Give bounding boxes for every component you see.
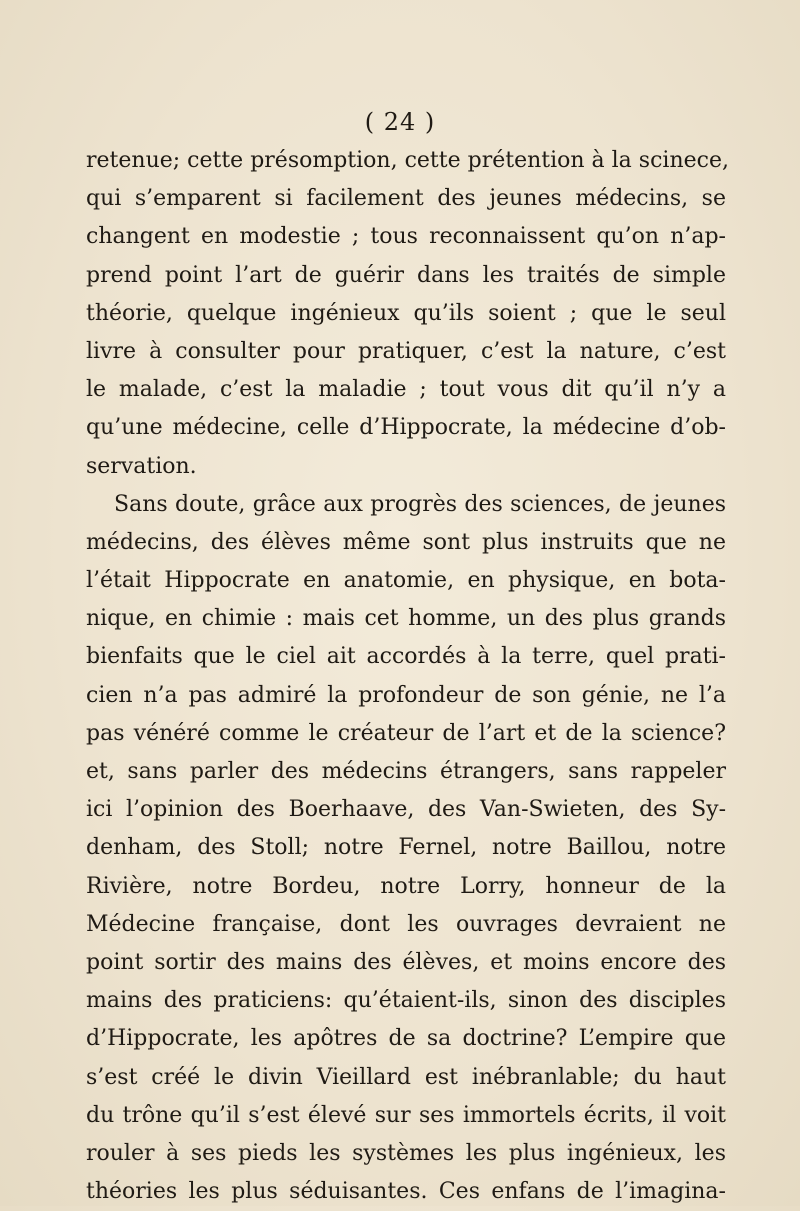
text-line: le malade, c’est la maladie ; tout vous dit qu’il n’y a xyxy=(86,377,726,403)
text-line: cien n’a pas admiré la profondeur de son génie, ne l’a xyxy=(86,682,726,708)
text-line: rouler à ses pieds les systèmes les plus ingénieux, les xyxy=(86,1140,726,1166)
text-line: point sortir des mains des élèves, et moins encore des xyxy=(86,949,726,975)
text-line: théorie, quelque ingénieux qu’ils soient ; que le seul xyxy=(86,300,726,326)
text-line: livre à consulter pour pratiquer, c’est la nature, c’est xyxy=(86,338,726,364)
text-line: changent en modestie ; tous reconnaissent qu’on n’ap- xyxy=(86,224,726,250)
text-line: Sans doute, grâce aux progrès des sciences, de jeunes xyxy=(114,491,726,517)
text-line: retenue; cette présomption, cette prétention à la scinece, xyxy=(86,148,729,173)
text-line: et, sans parler des médecins étrangers, sans rappeler xyxy=(86,759,726,784)
text-line: théories les plus séduisantes. Ces enfans de l’imagina- xyxy=(86,1179,726,1205)
page-number: ( 24 ) xyxy=(364,108,436,136)
text-line: d’Hippocrate, les apôtres de sa doctrine? L’empire que xyxy=(86,1026,726,1052)
text-line: mains des praticiens: qu’étaient-ils, sinon des disciples xyxy=(86,988,726,1014)
text-line: qu’une médecine, celle d’Hippocrate, la médecine d’ob- xyxy=(86,415,726,441)
text-line: qui s’emparent si facilement des jeunes médecins, se xyxy=(86,186,726,212)
text-line: l’était Hippocrate en anatomie, en physique, en bota- xyxy=(86,568,726,594)
text-line: du trône qu’il s’est élevé sur ses immortels écrits, il voit xyxy=(86,1102,726,1128)
text-line: Médecine française, dont les ouvrages devraient ne xyxy=(86,911,726,937)
text-line: servation. xyxy=(86,453,197,479)
text-line: pas vénéré comme le créateur de l’art et de la science? xyxy=(86,720,726,746)
text-line: bienfaits que le ciel ait accordés à la terre, quel prati- xyxy=(86,644,726,670)
text-line: Rivière, notre Bordeu, notre Lorry, honneur de la xyxy=(86,873,726,899)
text-line: ici l’opinion des Boerhaave, des Van-Swieten, des Sy- xyxy=(86,797,726,823)
text-line: denham, des Stoll; notre Fernel, notre Baillou, notre xyxy=(86,835,726,861)
text-line: médecins, des élèves même sont plus instruits que ne xyxy=(86,529,726,555)
text-line: nique, en chimie : mais cet homme, un des plus grands xyxy=(86,606,726,632)
text-line: prend point l’art de guérir dans les traités de simple xyxy=(86,262,726,288)
text-line: s’est créé le divin Vieillard est inébranlable; du haut xyxy=(86,1064,726,1090)
body-text xyxy=(86,142,729,1211)
